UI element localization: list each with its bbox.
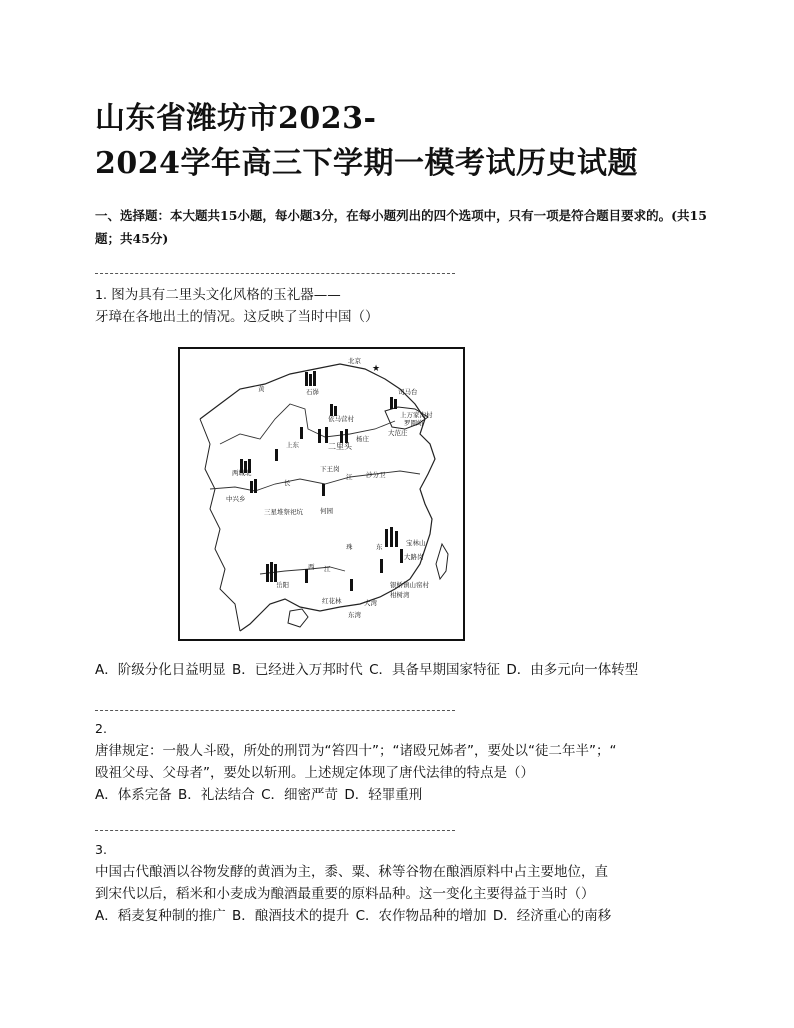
option-d[interactable]: D．经济重心的南移 — [492, 908, 612, 924]
label-sima: 司马台 — [398, 388, 418, 396]
label-ganshuwan: 柑树湾 — [390, 591, 410, 599]
option-b[interactable]: B．礼法结合 — [178, 787, 255, 803]
label-yinqiao: 银桥镇山窑村 — [390, 581, 429, 589]
label-chang: 长 — [284, 479, 291, 487]
option-d[interactable]: D．由多元向一体转型 — [506, 662, 639, 678]
label-dawan: 大湾 — [364, 599, 377, 607]
label-erlitou: 二里头 — [328, 442, 352, 451]
label-yueyang: 岳阳 — [276, 581, 289, 589]
document-title — [95, 96, 735, 186]
label-shimao: 石峁 — [306, 388, 319, 396]
question-divider — [95, 273, 455, 274]
label-zhongxing: 中兴乡 — [226, 495, 246, 503]
question-stem-cont: 殴祖父母、父母者”，要处以斩刑。上述规定体现了唐代法律的特点是（） — [95, 765, 534, 781]
label-shangdong: 上东 — [286, 441, 299, 449]
label-sanxingdui: 三星堆祭祀坑 — [264, 508, 303, 516]
question-divider — [95, 710, 455, 711]
question-number: 3. — [95, 842, 107, 857]
label-dafan: 大范庄 — [388, 429, 408, 437]
option-a[interactable]: A．体系完备 — [95, 787, 172, 803]
site-markers — [240, 371, 403, 591]
section-heading: 一、选择题：本大题共15小题，每小题3分，在每小题列出的四个选项中，只有一项是符合题目要求的。(共15题；共45分) — [95, 208, 707, 246]
question-stem-cont: 到宋代以后，稻米和小麦成为酿酒最重要的原料品种。这一变化主要得益于当时（） — [95, 886, 595, 902]
question-number: 1. — [95, 287, 107, 302]
question-1 — [95, 284, 715, 328]
label-zhenkou: 依马营村 — [328, 415, 354, 423]
label-dong: 东 — [376, 543, 383, 551]
question-divider — [95, 830, 455, 831]
label-jiang2: 江 — [324, 565, 331, 573]
label-baolinshan: 宝林山 — [406, 539, 426, 547]
question-2-options — [95, 784, 715, 806]
label-honghualin: 红花林 — [322, 597, 342, 605]
label-yangzhuang: 杨庄 — [356, 435, 369, 443]
label-zhu: 珠 — [346, 543, 353, 551]
label-shangwan: 上万家沟村 — [400, 411, 433, 419]
label-xiawanggang: 下王岗 — [320, 465, 340, 473]
label-shafen: 沙分卫 — [366, 471, 386, 479]
question-stem-cont: 牙璋在各地出土的情况。这反映了当时中国（） — [95, 309, 379, 325]
label-luojiaqiao: 罗圈峪 — [404, 419, 424, 427]
question-3-options — [95, 905, 715, 927]
label-liangchengbei: 两城北 — [232, 469, 252, 477]
option-c[interactable]: C．具备早期国家特征 — [369, 662, 501, 678]
question-3 — [95, 839, 715, 927]
label-hefen: 何园 — [320, 507, 333, 515]
question-1-options — [95, 659, 715, 681]
label-dalujing: 大路岗 — [404, 553, 424, 561]
question-stem: 图为具有二里头文化风格的玉礼器—— — [111, 287, 341, 303]
label-dongwan: 东湾 — [348, 611, 361, 619]
beijing-star-icon: ★ — [372, 364, 381, 374]
option-a[interactable]: A．阶级分化日益明显 — [95, 662, 226, 678]
label-beijing: 北京 — [348, 357, 361, 365]
title-line-2: 2024学年高三下学期一模考试历史试题 — [95, 146, 638, 181]
question-stem: 中国古代酿酒以谷物发酵的黄酒为主，黍、粟、秫等谷物在酿酒原料中占主要地位，直 — [95, 864, 608, 880]
label-xi: 西 — [308, 563, 315, 571]
map-svg — [180, 349, 463, 639]
jade-zhang-distribution-map — [178, 347, 465, 641]
option-c[interactable]: C．农作物品种的增加 — [355, 908, 487, 924]
question-stem: 唐律规定：一般人斗殴，所处的刑罚为“笞四十”；“诸殴兄姊者”，要处以“徒二年半”；“ — [95, 743, 617, 759]
label-jiang: 江 — [346, 473, 353, 481]
option-b[interactable]: B．酿酒技术的提升 — [232, 908, 350, 924]
option-a[interactable]: A．稻麦复种制的推广 — [95, 908, 226, 924]
option-d[interactable]: D．轻罪重刑 — [344, 787, 423, 803]
option-b[interactable]: B．已经进入万邦时代 — [232, 662, 363, 678]
label-huang: 黄 — [258, 385, 265, 393]
option-c[interactable]: C．细密严苛 — [261, 787, 339, 803]
question-number: 2. — [95, 721, 107, 736]
question-2 — [95, 718, 715, 806]
title-line-1: 山东省潍坊市2023- — [95, 101, 377, 136]
